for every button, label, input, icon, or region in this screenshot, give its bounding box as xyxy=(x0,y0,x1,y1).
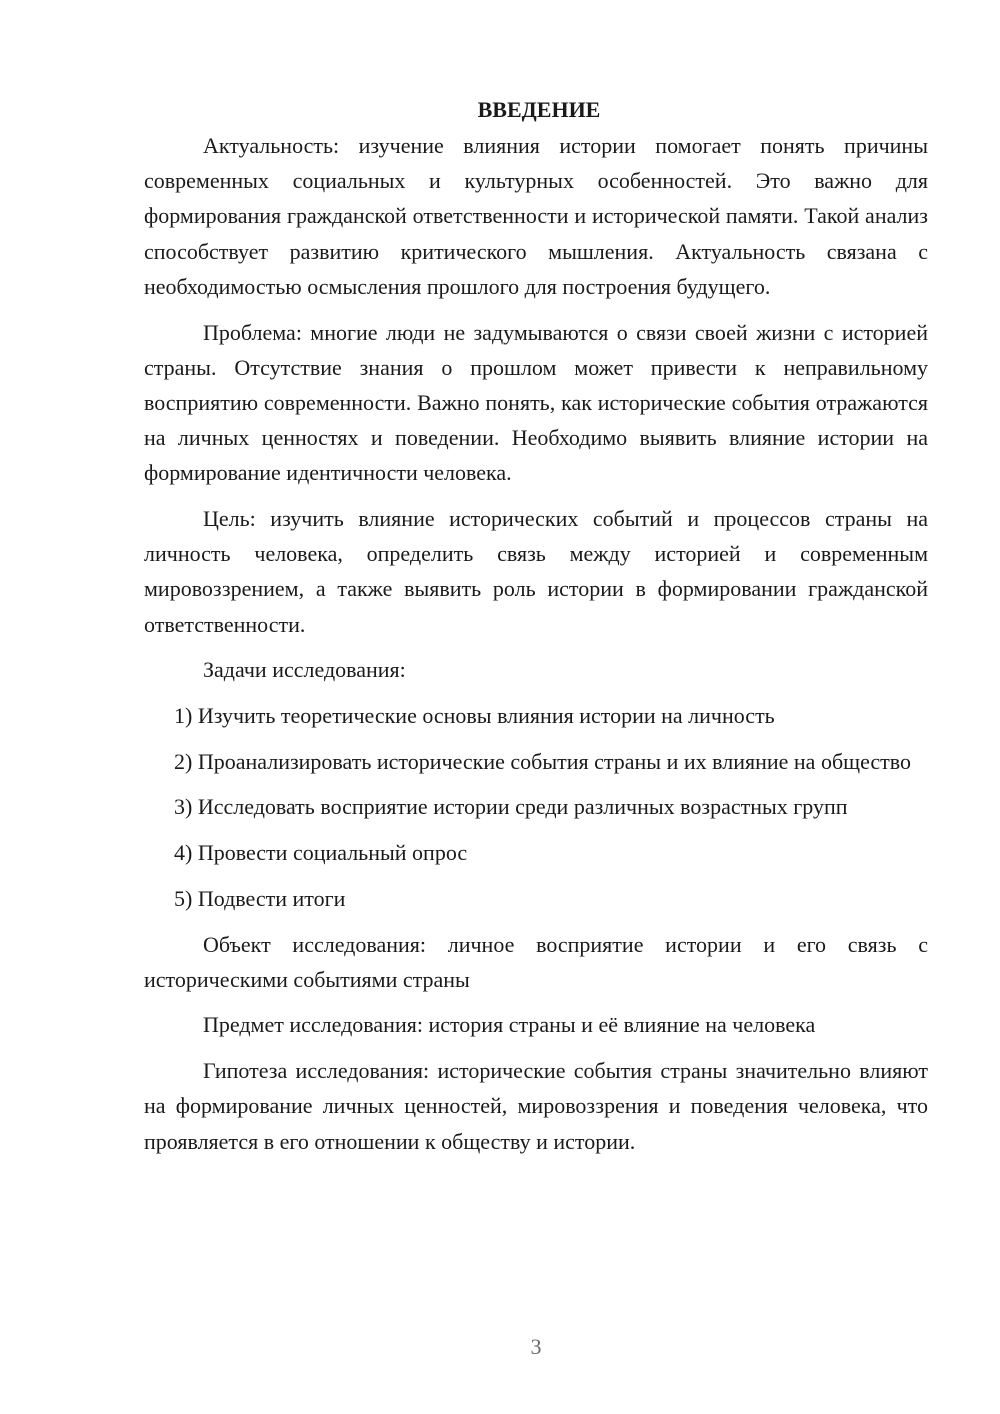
relevance-paragraph: Актуальность: изучение влияния истории помогает понять причины современных социальных и культурных особенностей. Это важно для формирования гражданской ответственности и исторической памяти. Такой анализ способствует развитию критического мышления. Актуальность связана с необходимостью осмысления прошлого для построения будущего. xyxy=(144,133,928,299)
subject-paragraph: Предмет исследования: история страны и её влияние на человека xyxy=(203,1012,816,1038)
task-item: 1) Изучить теоретические основы влияния истории на личность xyxy=(174,703,775,729)
tasks-heading: Задачи исследования: xyxy=(203,657,406,683)
task-item: 5) Подвести итоги xyxy=(174,885,346,911)
task-item: 4) Провести социальный опрос xyxy=(174,840,468,866)
goal-paragraph: Цель: изучить влияние исторических событий и процессов страны на личность человека, определить связь между историей и современным мировоззрением, а также выявить роль истории в формировании гражданской ответственности. xyxy=(144,506,928,637)
task-item: 2) Проанализировать исторические события страны и их влияние на общество xyxy=(174,748,912,774)
problem-paragraph: Проблема: многие люди не задумываются о связи своей жизни с историей страны. Отсутствие знания о прошлом может привести к неправильному восприятию современности. Важно понять, как исторические события отражаются на личных ценностях и поведении. Необходимо выявить влияние истории на формирование идентичности человека. xyxy=(144,319,928,486)
section-title: ВВЕДЕНИЕ xyxy=(477,97,601,122)
document-page xyxy=(144,92,928,1169)
object-paragraph: Объект исследования: личное восприятие истории и его связь с историческими событиями страны xyxy=(144,931,928,992)
page-number: 3 xyxy=(530,1334,542,1359)
task-item: 3) Исследовать восприятие истории среди различных возрастных групп xyxy=(174,794,848,820)
hypothesis-paragraph: Гипотеза исследования: исторические события страны значительно влияют на формирование личных ценностей, мировоззрения и поведения человека, что проявляется в его отношении к обществу и истории. xyxy=(144,1058,928,1154)
